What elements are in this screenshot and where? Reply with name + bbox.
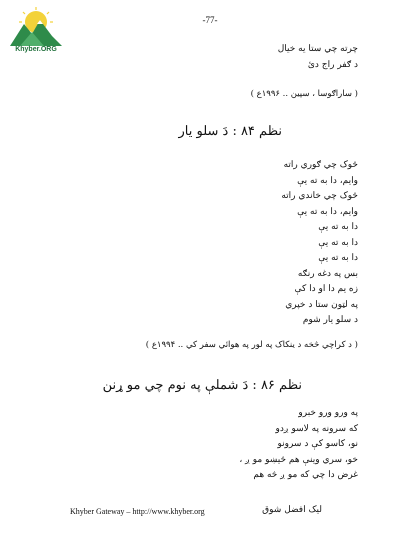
logo-text: Khyber.ORG	[15, 46, 57, 53]
poem-line: دا به ته يې	[318, 253, 358, 263]
poem-line: نو، کاسو کې د سرونو	[277, 439, 358, 449]
top-verse	[58, 42, 358, 101]
poem-line: که سرونه په لاسو ږدو	[275, 423, 358, 434]
poem-line: په لټون ستا د خپري	[285, 299, 358, 310]
poem-line: په ورو ورو خبرو	[298, 408, 358, 418]
footer-author: ليک افضل شوق	[262, 505, 322, 515]
poem-line: دا به ته يې	[318, 237, 358, 248]
poem-line: خو، سري وينې هم څيښو مو ږ ،	[239, 454, 358, 465]
page-number: -77-	[202, 15, 218, 25]
poem-84-title: نظم ٨۴ : دَ سلو يار	[178, 124, 282, 139]
poem-line: غرض دا چي که مو ږ څه هم	[253, 470, 358, 480]
poem-86-body	[58, 406, 358, 484]
poem-line: بس په دغه رنګه	[297, 268, 358, 279]
poem-line: څوک چي ګوري راته	[283, 160, 358, 170]
poem-84-body	[58, 158, 358, 352]
poem-line: دا به ته يې	[318, 222, 358, 232]
poem-line: وايم، دا به ته يې	[297, 175, 358, 186]
poem-line: څوک چي خاندي راته	[281, 191, 358, 201]
footer-source: Khyber Gateway – http://www.khyber.org	[70, 507, 205, 516]
poem-line: وايم، دا به ته يې	[297, 206, 358, 217]
khyber-logo	[8, 6, 64, 54]
date-note: ( ساراګوسا ، سپين .. ١٩٩۶ع )	[250, 89, 358, 99]
verse-line: چرته چي ستا يه خيال	[277, 44, 358, 54]
mountain-logo-icon	[8, 6, 64, 48]
poem-line: د سلو يار شوم	[302, 315, 358, 325]
poem-line: زه يم دا او دا کې	[294, 284, 358, 294]
poem-86-title: نظم ٨۶ : دَ شملې په نوم چي مو ړنن	[102, 378, 302, 393]
verse-line: د ګفر راج دئ	[307, 59, 358, 70]
date-note: ( د کراچي څخه د ينکاک په لور په هوائي سفر کي .. ١٩٩۴ع )	[145, 339, 358, 350]
